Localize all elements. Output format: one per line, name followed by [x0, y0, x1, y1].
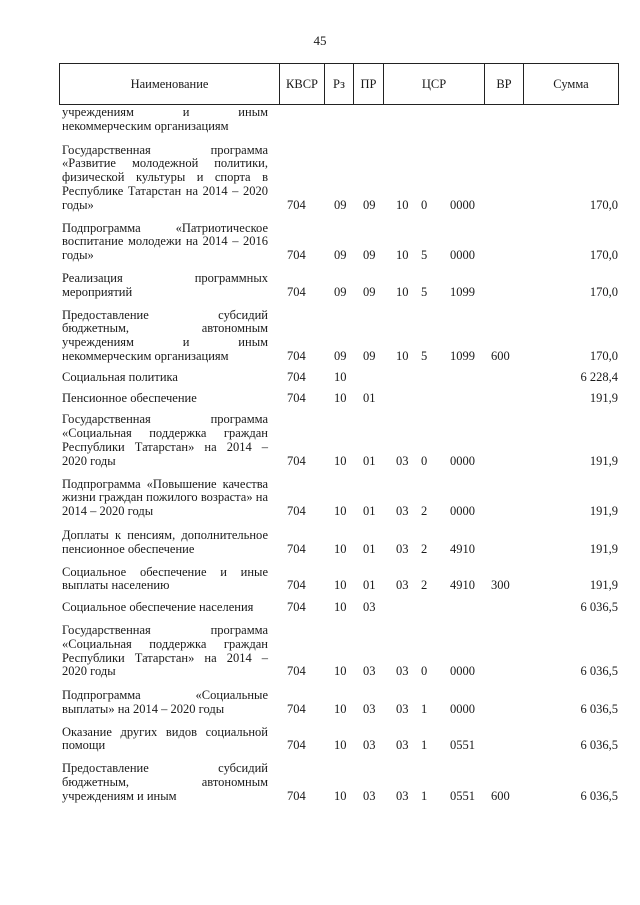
row-csr-program: 10 [396, 284, 409, 299]
row-csr-code: 0000 [450, 504, 475, 519]
row-csr-program: 03 [396, 738, 409, 753]
row-csr-subprogram: 1 [421, 738, 428, 753]
table-row [62, 106, 618, 134]
row-csr-code: 0000 [450, 197, 475, 212]
row-csr-program: 10 [396, 197, 409, 212]
row-rz: 10 [334, 701, 347, 716]
row-pr: 01 [363, 453, 376, 468]
row-kvsr: 704 [287, 578, 306, 593]
row-pr: 03 [363, 738, 376, 753]
header-kvsr: КВСР [286, 77, 318, 91]
row-csr-program: 03 [396, 578, 409, 593]
row-rz: 10 [334, 369, 347, 384]
row-rz: 10 [334, 664, 347, 679]
row-csr-subprogram: 0 [421, 664, 428, 679]
row-sum: 170,0 [589, 348, 618, 363]
row-rz: 10 [334, 600, 347, 615]
row-sum: 6 036,5 [580, 788, 618, 803]
page-number: 45 [313, 33, 327, 48]
row-kvsr: 704 [287, 197, 306, 212]
row-sum: 6 228,4 [580, 369, 618, 384]
row-pr: 09 [363, 348, 376, 363]
row-csr-subprogram: 5 [421, 348, 428, 363]
row-pr: 09 [363, 284, 376, 299]
row-csr-subprogram: 0 [421, 197, 428, 212]
row-csr-program: 03 [396, 664, 409, 679]
row-name: Подпрограмма «Повышение качества жизни граждан пожилого возраста» на 2014 – 2020 годы [62, 476, 268, 519]
row-sum: 191,9 [589, 453, 618, 468]
table-body [62, 106, 618, 804]
row-csr-code: 0551 [450, 738, 475, 753]
row-csr-program: 03 [396, 504, 409, 519]
row-csr-code: 1099 [450, 284, 475, 299]
table-row [62, 392, 618, 406]
row-csr-program: 10 [396, 248, 409, 263]
row-name: Оказание других видов социальной помощи [62, 724, 268, 753]
row-csr-subprogram: 1 [421, 788, 428, 803]
row-kvsr: 704 [287, 453, 306, 468]
row-pr: 03 [363, 664, 376, 679]
table-row [62, 689, 618, 717]
row-rz: 10 [334, 578, 347, 593]
row-csr-subprogram: 2 [421, 541, 428, 556]
row-name: Социальное обеспечение населения [62, 600, 254, 615]
row-csr-code: 4910 [450, 541, 475, 556]
row-pr: 01 [363, 541, 376, 556]
table-row [62, 272, 618, 300]
row-csr-subprogram: 1 [421, 701, 428, 716]
row-sum: 191,9 [589, 504, 618, 519]
row-name: Государственная программа «Развитие молодежной политики, физической культуры и спорта в Республике Татарстан на 2014 – 2020 годы» [62, 142, 268, 212]
table-row [62, 371, 618, 385]
row-pr: 03 [363, 701, 376, 716]
row-kvsr: 704 [287, 348, 306, 363]
row-pr: 01 [363, 390, 376, 405]
row-csr-subprogram: 2 [421, 578, 428, 593]
row-vr: 600 [491, 348, 510, 363]
row-name: Социальная политика [62, 369, 178, 384]
row-rz: 10 [334, 390, 347, 405]
row-rz: 09 [334, 284, 347, 299]
row-kvsr: 704 [287, 390, 306, 405]
row-kvsr: 704 [287, 504, 306, 519]
row-sum: 6 036,5 [580, 738, 618, 753]
table-row [62, 529, 618, 557]
row-csr-code: 1099 [450, 348, 475, 363]
header-name: Наименование [130, 77, 209, 91]
row-csr-code: 0000 [450, 664, 475, 679]
row-vr: 300 [491, 578, 510, 593]
row-name: Государственная программа «Социальная поддержка граждан Республики Татарстан» на 2014 – 2020 годы [62, 622, 268, 679]
row-csr-code: 0000 [450, 453, 475, 468]
table-row [62, 413, 618, 468]
row-sum: 6 036,5 [580, 664, 618, 679]
row-name: Предоставление субсидий бюджетным, автономным учреждениям и иным [62, 761, 268, 803]
row-rz: 10 [334, 453, 347, 468]
row-csr-code: 0551 [450, 788, 475, 803]
row-kvsr: 704 [287, 701, 306, 716]
table-header [59, 63, 619, 105]
row-kvsr: 704 [287, 284, 306, 299]
row-sum: 191,9 [589, 541, 618, 556]
row-rz: 10 [334, 541, 347, 556]
header-sum: Сумма [553, 77, 589, 91]
row-pr: 09 [363, 248, 376, 263]
row-csr-program: 03 [396, 701, 409, 716]
row-name: Государственная программа «Социальная поддержка граждан Республики Татарстан» на 2014 – 2020 годы [62, 412, 268, 468]
row-name: Подпрограмма «Социальные выплаты» на 2014 – 2020 годы [62, 688, 268, 716]
header-rz: Рз [333, 77, 345, 91]
row-rz: 09 [334, 248, 347, 263]
row-rz: 09 [334, 197, 347, 212]
table-row [62, 601, 618, 615]
row-kvsr: 704 [287, 541, 306, 556]
row-sum: 170,0 [589, 284, 618, 299]
row-csr-subprogram: 2 [421, 504, 428, 519]
row-name: учреждениям и иным некоммерческим организациям [62, 105, 268, 133]
row-sum: 6 036,5 [580, 701, 618, 716]
table-row [62, 222, 618, 263]
row-rz: 10 [334, 738, 347, 753]
row-csr-code: 4910 [450, 578, 475, 593]
row-name: Предоставление субсидий бюджетным, автономным учреждениям и иным некоммерческим организациям [62, 307, 268, 363]
table-row [62, 478, 618, 519]
row-sum: 170,0 [589, 248, 618, 263]
row-kvsr: 704 [287, 369, 306, 384]
row-pr: 09 [363, 197, 376, 212]
row-rz: 09 [334, 348, 347, 363]
row-csr-subprogram: 5 [421, 248, 428, 263]
row-name: Доплаты к пенсиям, дополнительное пенсионное обеспечение [62, 527, 268, 556]
table-row [62, 726, 618, 754]
row-kvsr: 704 [287, 600, 306, 615]
row-csr-program: 03 [396, 541, 409, 556]
row-name: Пенсионное обеспечение [62, 390, 197, 405]
row-rz: 10 [334, 788, 347, 803]
row-sum: 6 036,5 [580, 600, 618, 615]
row-rz: 10 [334, 504, 347, 519]
row-csr-program: 03 [396, 453, 409, 468]
table-row [62, 309, 618, 364]
row-name: Социальное обеспечение и иные выплаты населению [62, 564, 268, 593]
row-csr-subprogram: 0 [421, 453, 428, 468]
row-sum: 170,0 [589, 197, 618, 212]
row-csr-code: 0000 [450, 248, 475, 263]
row-kvsr: 704 [287, 788, 306, 803]
row-csr-program: 03 [396, 788, 409, 803]
row-vr: 600 [491, 788, 510, 803]
row-kvsr: 704 [287, 248, 306, 263]
table-row [62, 762, 618, 803]
header-pr: ПР [360, 77, 377, 91]
row-csr-code: 0000 [450, 701, 475, 716]
row-pr: 01 [363, 578, 376, 593]
row-kvsr: 704 [287, 664, 306, 679]
row-csr-program: 10 [396, 348, 409, 363]
header-vr: ВР [496, 77, 512, 91]
row-pr: 03 [363, 788, 376, 803]
row-pr: 03 [363, 600, 376, 615]
row-sum: 191,9 [589, 390, 618, 405]
header-csr: ЦСР [421, 77, 447, 91]
table-row [62, 144, 618, 213]
table-row [62, 566, 618, 594]
table-row [62, 624, 618, 679]
row-csr-subprogram: 5 [421, 284, 428, 299]
row-name: Реализация программных мероприятий [62, 270, 268, 299]
row-name: Подпрограмма «Патриотическое воспитание молодежи на 2014 – 2016 годы» [62, 220, 268, 263]
row-kvsr: 704 [287, 738, 306, 753]
row-sum: 191,9 [589, 578, 618, 593]
row-pr: 01 [363, 504, 376, 519]
